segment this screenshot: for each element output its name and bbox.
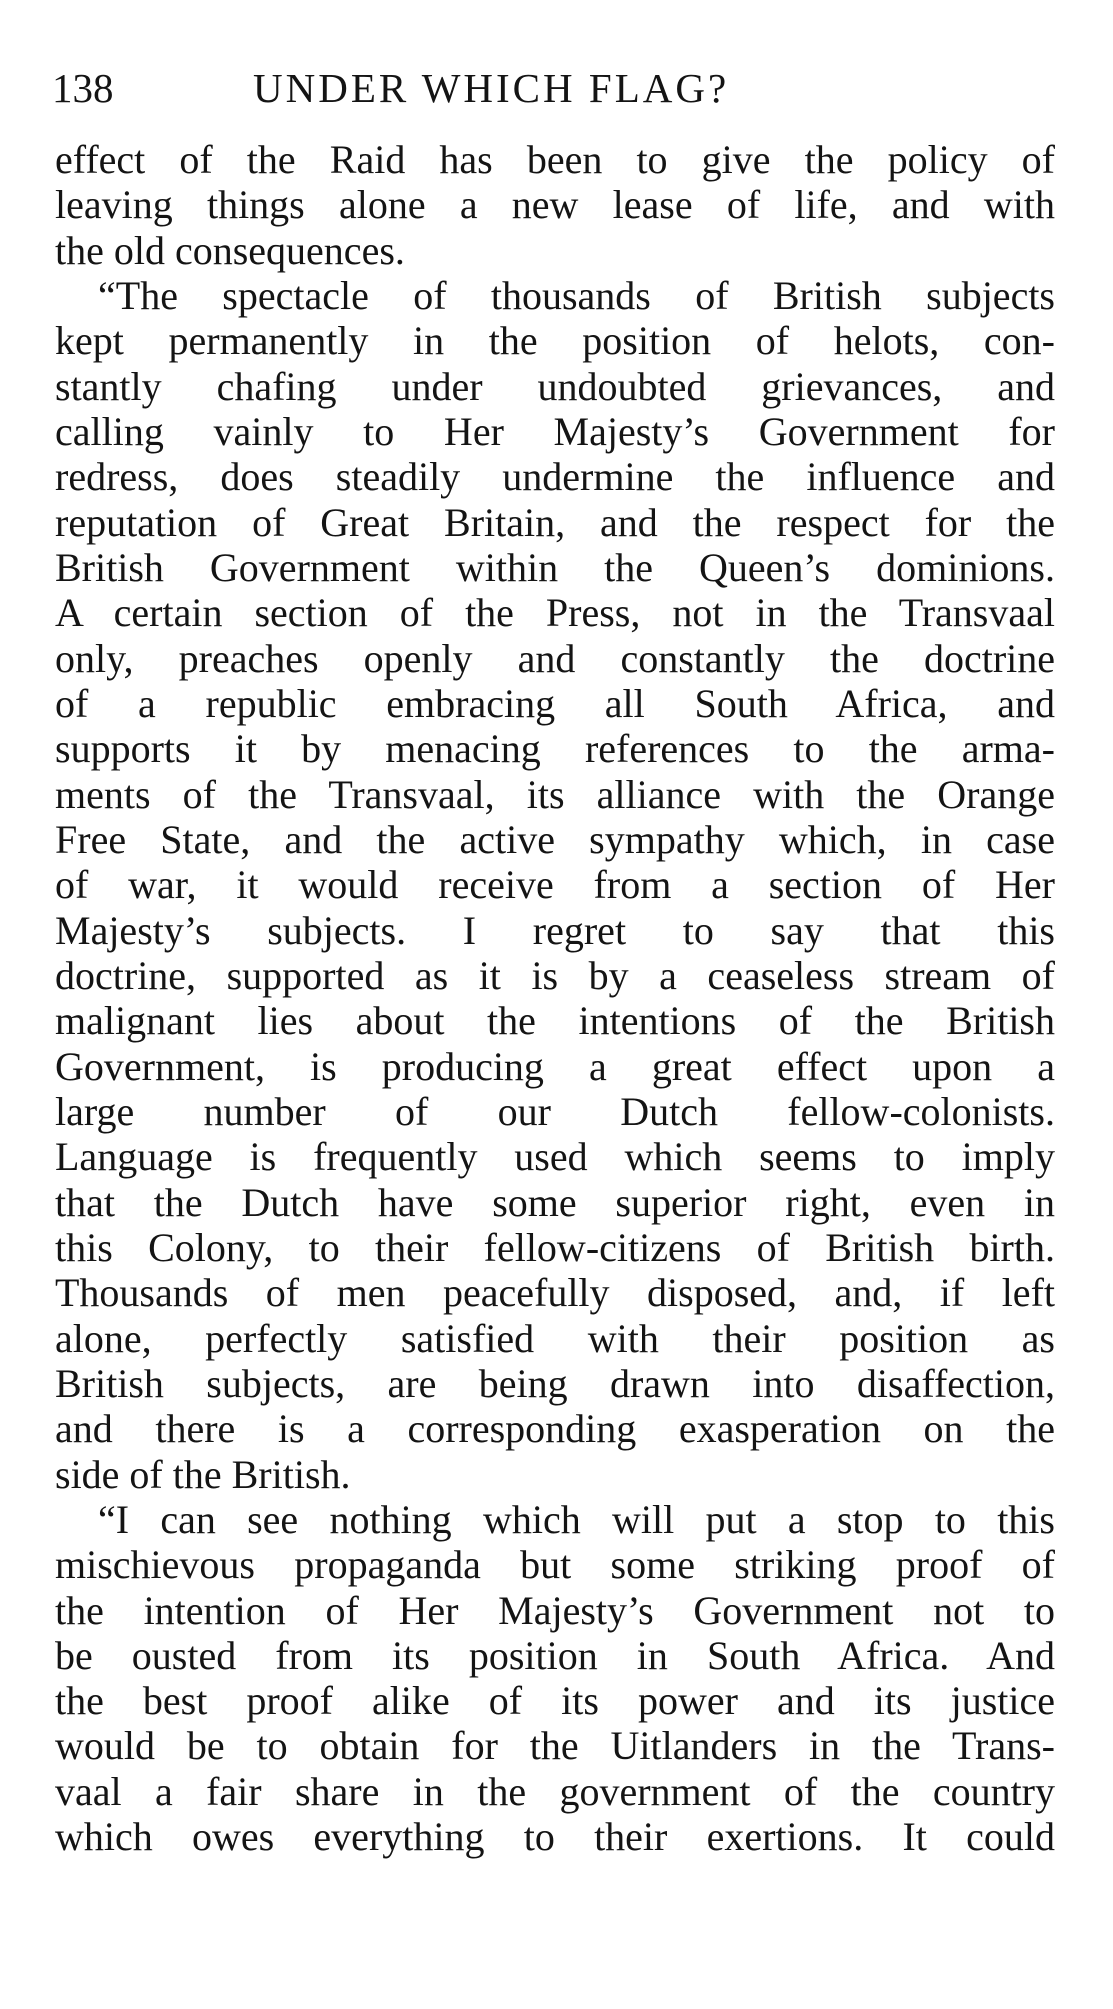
text-line: Majesty’s subjects. I regret to say that this bbox=[55, 907, 1055, 953]
text-line: kept permanently in the position of helots, con- bbox=[55, 318, 1055, 364]
text-line: supports it by menacing references to the arma- bbox=[55, 726, 1055, 772]
text-line: British Government within the Queen’s dominions. bbox=[55, 544, 1055, 590]
text-line: alone, perfectly satisfied with their position as bbox=[55, 1315, 1055, 1361]
text-line: of a republic embracing all South Africa, and bbox=[55, 680, 1055, 726]
page-number: 138 bbox=[52, 65, 114, 111]
text-line: would be to obtain for the Uitlanders in the Trans- bbox=[55, 1723, 1055, 1769]
text-line: Free State, and the active sympathy which, in case bbox=[55, 816, 1055, 862]
text-line: vaal a fair share in the government of the country bbox=[55, 1768, 1055, 1814]
text-line: Thousands of men peacefully disposed, and, if left bbox=[55, 1270, 1055, 1316]
text-line: “I can see nothing which will put a stop to this bbox=[98, 1496, 1055, 1542]
text-line: be ousted from its position in South Africa. And bbox=[55, 1632, 1055, 1678]
text-line: British subjects, are being drawn into disaffection, bbox=[55, 1360, 1055, 1406]
text-line: this Colony, to their fellow-citizens of British birth. bbox=[55, 1224, 1055, 1270]
text-line: doctrine, supported as it is by a ceaseless stream of bbox=[55, 952, 1055, 998]
running-head bbox=[52, 58, 1052, 118]
text-line: which owes everything to their exertions. It could bbox=[55, 1814, 1055, 1860]
text-line: of war, it would receive from a section of Her bbox=[55, 862, 1055, 908]
text-line: calling vainly to Her Majesty’s Government for bbox=[55, 408, 1055, 454]
text-line: A certain section of the Press, not in the Transvaal bbox=[55, 590, 1055, 636]
text-line: malignant lies about the intentions of the British bbox=[55, 998, 1055, 1044]
text-line: redress, does steadily undermine the influence and bbox=[55, 454, 1055, 500]
running-title: UNDER WHICH FLAG? bbox=[253, 65, 730, 111]
text-line: Language is frequently used which seems to imply bbox=[55, 1134, 1055, 1180]
text-line: the intention of Her Majesty’s Government not to bbox=[55, 1587, 1055, 1633]
text-line: the best proof alike of its power and its justice bbox=[55, 1678, 1055, 1724]
body-text bbox=[55, 137, 1055, 1859]
text-line: ments of the Transvaal, its alliance with the Orange bbox=[55, 771, 1055, 817]
text-line: the old consequences. bbox=[55, 227, 405, 273]
text-line: that the Dutch have some superior right, even in bbox=[55, 1179, 1055, 1225]
text-line: effect of the Raid has been to give the policy of bbox=[55, 137, 1055, 182]
text-line: leaving things alone a new lease of life, and with bbox=[55, 182, 1055, 228]
text-line: “The spectacle of thousands of British subjects bbox=[98, 272, 1055, 318]
text-line: large number of our Dutch fellow-colonists. bbox=[55, 1088, 1055, 1134]
text-line: reputation of Great Britain, and the respect for the bbox=[55, 499, 1055, 545]
text-line: side of the British. bbox=[55, 1451, 351, 1497]
text-line: stantly chafing under undoubted grievances, and bbox=[55, 363, 1055, 409]
text-line: mischievous propaganda but some striking proof of bbox=[55, 1542, 1055, 1588]
text-line: only, preaches openly and constantly the doctrine bbox=[55, 635, 1055, 681]
text-line: Government, is producing a great effect upon a bbox=[55, 1043, 1055, 1089]
text-line: and there is a corresponding exasperation on the bbox=[55, 1406, 1055, 1452]
